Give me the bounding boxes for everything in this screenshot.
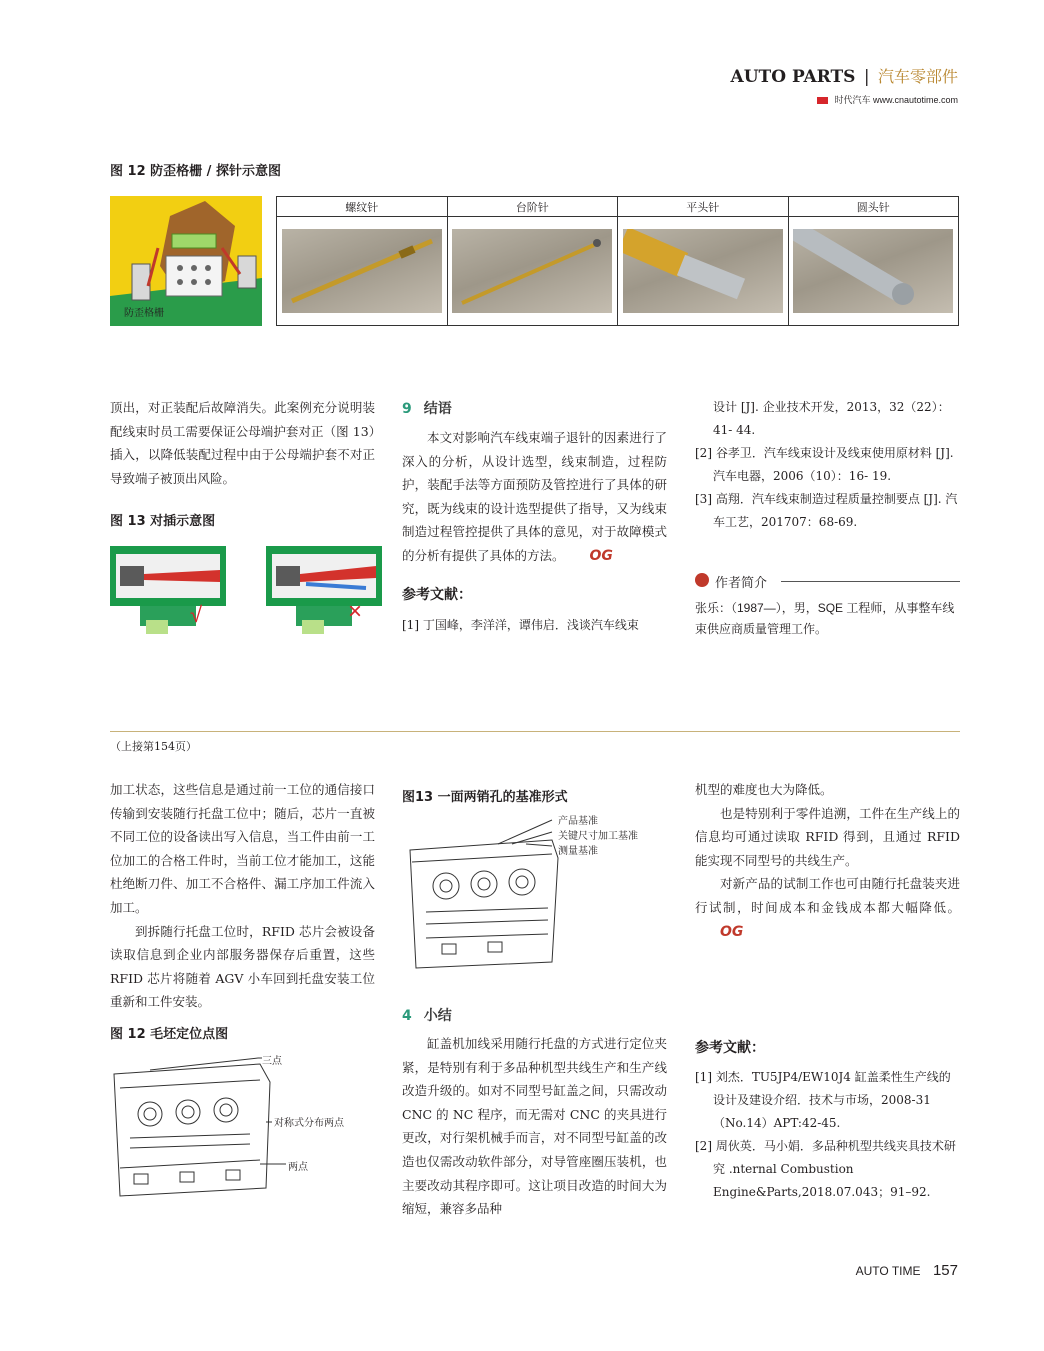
conclusion-paragraph: 本文对影响汽车线束端子退针的因素进行了深入的分析，从设计选型，线束制造，过程防护，装配手法等方面预防及管控进行了具体的研究，既为线束的设计选型提供了指导，又为线束制造过程管控提供了具体的意见，对于故障模式的分析有提供了具体的方法。 (402, 430, 667, 563)
fig13-top-caption: 图 13 对插示意图 (110, 514, 216, 529)
top-left-column (110, 396, 375, 490)
summary-paragraph: 缸盖机加线采用随行托盘的方式进行定位夹紧，是特别有利于多品种机型共线生产和生产线改造升级的。如对不同型号缸盖之间，只需改动 CNC 的 NC 程序，而无需对 CNC 的夹具进行更改，对行架机械手而言，对不同型号缸盖的改造也仅需改动软件部分，对导管座圈压装机，也主要改动其程序即可。这让项目改造的时间大为缩短，兼容多品种 (402, 1036, 667, 1217)
top-references-heading: 参考文献： (402, 587, 472, 603)
continued-note: （上接第154页） (110, 740, 197, 753)
footer-label: AUTO TIME (855, 1264, 921, 1278)
conclusion-heading (402, 398, 452, 418)
author-icon (695, 573, 709, 587)
site-url: 时代汽车 www.cnautotime.com (834, 95, 958, 105)
summary-title: 小结 (423, 1008, 452, 1024)
probe-pin-table (276, 196, 959, 326)
conclusion-number: 9 (402, 401, 412, 417)
label-three-points: 三点 (262, 1056, 282, 1067)
bottom-right-paragraph-1: 机型的难度也大为降低。 (695, 782, 833, 797)
label-measurement-datum: 测量基准 (558, 846, 598, 857)
brand-cn: 汽车零部件 (877, 67, 958, 86)
label-key-dimension-datum: 关键尺寸加工基准 (558, 831, 638, 842)
mating-diagram-correct (110, 540, 230, 635)
author-heading (695, 572, 960, 590)
anti-skew-grid-label: 防歪格栅 (124, 308, 164, 319)
pin-photo-round (788, 217, 959, 326)
pin-header-flat: 平头针 (618, 197, 789, 217)
top-ref-1-cont: 设计 [J]. 企业技术开发，2013，32（22）：41- 44. (713, 400, 950, 437)
author-title: 作者简介 (715, 576, 768, 591)
label-two-points: 两点 (288, 1162, 308, 1173)
bottom-right-column (695, 778, 960, 944)
bottom-ref-1: [1] 刘杰．TU5JP4/EW10J4 缸盖柔性生产线的设计及建设介绍．技术与市场，2008-31（No.14）APT:42-45. (695, 1070, 951, 1130)
top-right-references (695, 396, 960, 534)
pin-photo-thread (277, 217, 448, 326)
summary-text (402, 1032, 667, 1221)
header-brand (731, 64, 958, 87)
top-left-paragraph: 顶出，对正装配后故障消失。此案例充分说明装配线束时员工需要保证公母端护套对正（图 13）插入，以降低装配过程中由于公母端护套不对正导致端子被顶出风险。 (110, 400, 375, 486)
label-product-datum: 产品基准 (558, 816, 598, 827)
mating-diagram-wrong (266, 540, 386, 635)
section-divider (110, 731, 960, 732)
bottom-references (695, 1066, 960, 1204)
pin-header-step: 台阶针 (447, 197, 618, 217)
check-mark: √ (190, 602, 203, 627)
anti-skew-grid-figure (110, 196, 262, 326)
cross-mark: × (348, 598, 363, 625)
blank-locating-figure (110, 1048, 390, 1200)
footer (856, 1262, 958, 1280)
summary-heading (402, 1005, 452, 1025)
fig12-top-caption: 图 12 防歪格栅 / 探针示意图 (110, 164, 281, 179)
author-rule (781, 581, 960, 582)
bottom-left-column (110, 778, 375, 1014)
label-symmetric-two-points: 对称式分布两点 (274, 1118, 344, 1129)
pin-photo-step (447, 217, 618, 326)
datum-figure (402, 810, 670, 970)
brand-en: AUTO PARTS (730, 67, 856, 87)
bottom-ref-2: [2] 周伙英．马小娟．多品种机型共线夹具技术研究 .nternal Combustion Engine&Parts,2018.07.043；91–92. (695, 1139, 956, 1199)
pin-header-round: 圆头针 (788, 197, 959, 217)
summary-number: 4 (402, 1008, 412, 1024)
bottom-left-paragraph-1: 加工状态，这些信息是通过前一工位的通信接口传输到安装随行托盘工位中；随后，芯片一直被不同工位的设备读出写入信息，当工件由前一工位加工的合格工件时，当前工位才能加工，这能杜绝断刀件、加工不合格件、漏工序加工件流入加工。 (110, 782, 375, 915)
fig12-bottom-caption: 图 12 毛坯定位点图 (110, 1027, 229, 1042)
conclusion-text (402, 426, 667, 569)
bottom-left-paragraph-2: 到拆随行托盘工位时，RFID 芯片会被设备读取信息到企业内部服务器保存后重置，这些 RFID 芯片将随着 AGV 小车回到托盘安装工位重新和工件安装。 (110, 923, 375, 1010)
page-number: 157 (932, 1262, 958, 1279)
top-ref-2: [2] 谷孝卫．汽车线束设计及线束使用原材料 [J]. 汽车电器，2006（10）：16- 19. (695, 446, 954, 483)
end-mark-logo: OG (589, 547, 613, 564)
brand-separator: | (863, 67, 870, 87)
pin-header-thread: 螺纹针 (277, 197, 448, 217)
mail-icon (817, 97, 828, 104)
bottom-right-paragraph-3: 对新产品的试制工作也可由随行托盘装夹进行试制，时间成本和金钱成本都大幅降低。 (695, 876, 960, 915)
author-bio: 张乐：（1987—），男，SQE 工程师，从事整车线束供应商质量管理工作。 (695, 601, 955, 636)
bottom-right-paragraph-2: 也是特别利于零件追溯，工件在生产线上的信息均可通过读取 RFID 得到，且通过 RFID 能实现不同型号的共线生产。 (695, 805, 960, 868)
conclusion-title: 结语 (423, 401, 452, 417)
end-mark-logo-2: OG (720, 923, 744, 940)
fig13-bottom-caption: 图13 一面两销孔的基准形式 (402, 790, 568, 805)
top-ref-1-start: [1] 丁国峰，李洋洋，谭伟启．浅谈汽车线束 (402, 618, 639, 632)
pin-photo-flat (618, 217, 789, 326)
bottom-references-heading: 参考文献： (695, 1040, 765, 1056)
top-ref-3: [3] 高翔．汽车线束制造过程质量控制要点 [J]. 汽车工艺，201707：68-69. (695, 492, 958, 529)
header-site (817, 93, 958, 106)
